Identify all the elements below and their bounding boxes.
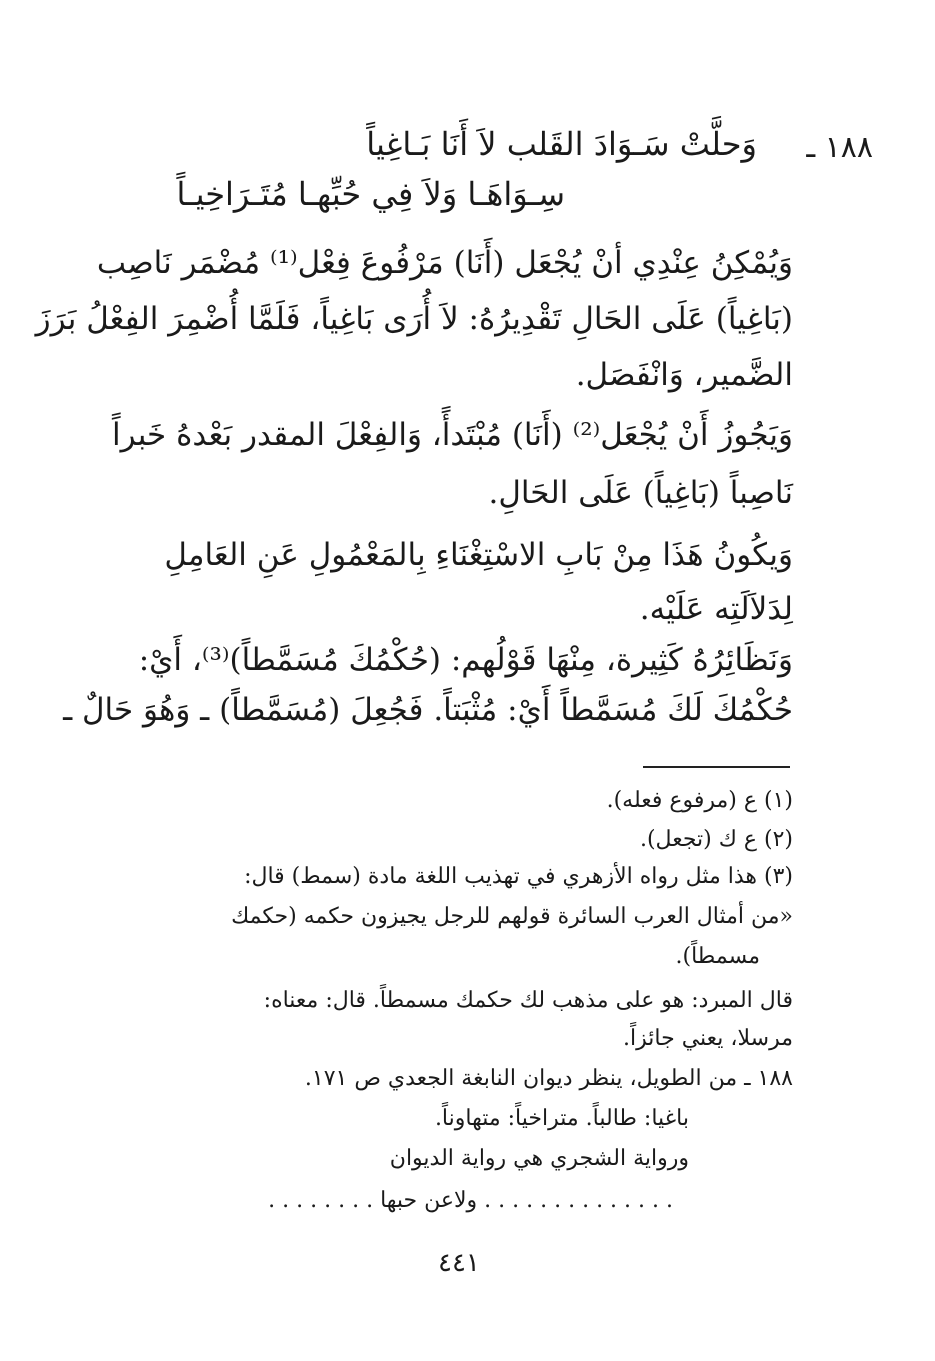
paragraph-2-line-1: وَيَجُوزُ أَنْ يُجْعَل⁽²⁾ (أَنَا) مُبْتَدأً، وَالفِعْلَ المقدر بَعْدهُ خَبراً bbox=[111, 417, 793, 453]
footnote-3-line-2: «من أمثال العرب السائرة قولهم للرجل يجيزون حكمه (حكمك bbox=[231, 904, 793, 929]
verse-note-line-2: باغيا: طالباً. متراخياً: متهاوناً. bbox=[434, 1106, 689, 1131]
verse-note-line-4: . . . . . . . . . . . . . . ولاعن حبها . . . . . . . . bbox=[268, 1188, 673, 1213]
paragraph-3-line-1: وَيكُونُ هَذَا مِنْ بَابِ الاسْتِغْنَاءِ بِالمَعْمُولِ عَنِ العَامِلِ bbox=[164, 537, 793, 573]
footnote-3-line-3: مسمطاً). bbox=[675, 944, 760, 969]
verse-note-line-1: ١٨٨ ـ من الطويل، ينظر ديوان النابغة الجعدي ص ١٧١. bbox=[304, 1066, 793, 1091]
footnote-3-line-4: قال المبرد: هو على مذهب لك حكمك مسمطاً. قال: معناه: bbox=[263, 988, 793, 1013]
footnote-separator bbox=[643, 766, 790, 768]
verse-number: ١٨٨ ـ bbox=[806, 130, 873, 165]
paragraph-4-line-1: وَنَظَائِرُهُ كَثِيرة، مِنْهَا قَوْلُهم: (حُكْمُكَ مُسَمَّطاً)⁽³⁾، أَيْ: bbox=[138, 642, 793, 678]
paragraph-1-line-1: وَيُمْكِنُ عِنْدِي أنْ يُجْعَل (أَنَا) مَرْفُوعَ فِعْل⁽¹⁾ مُضْمَر نَاصِب bbox=[96, 245, 793, 281]
paragraph-2-line-2: نَاصِباً (بَاغِياً) عَلَى الحَالِ. bbox=[488, 475, 793, 511]
verse-note-line-3: ورواية الشجري هي رواية الديوان bbox=[389, 1146, 689, 1171]
footnote-3-line-1: (٣) هذا مثل رواه الأزهري في تهذيب اللغة مادة (سمط) قال: bbox=[244, 864, 793, 889]
paragraph-4-line-2: حُكْمُكَ لَكَ مُسَمَّطاً أَيْ: مُثْبَتاً. فَجُعِلَ (مُسَمَّطاً) ـ وَهُوَ حَالٌ ـ bbox=[63, 692, 793, 728]
paragraph-1-line-3: الضَّمير، وَانْفَصَل. bbox=[575, 357, 793, 393]
paragraph-3-line-2: لِدَلاَلَتِه عَلَيْه. bbox=[639, 591, 793, 627]
footnote-2: (٢) ع ك (تجعل). bbox=[639, 827, 793, 852]
footnote-1: (١) ع (مرفوع فعله). bbox=[606, 788, 793, 813]
verse-line-1: وَحلَّتْ سَـوَادَ القَلب لاَ أَنَا بَـاغِياً bbox=[366, 125, 757, 163]
verse-line-2: سِـوَاهَـا وَلاَ فِي حُبِّهـا مُتَـرَاخِيـاً bbox=[176, 175, 565, 213]
page-number: ٤٤١ bbox=[438, 1248, 480, 1278]
footnote-3-line-5: مرسلا، يعني جائزاً. bbox=[623, 1026, 793, 1051]
paragraph-1-line-2: (بَاغِياً) عَلَى الحَالِ تَقْدِيرُهُ: لاَ أُرَى بَاغِياً، فَلَمَّا أُضْمِرَ الفِعْلُ بَرَزَ bbox=[35, 301, 793, 337]
